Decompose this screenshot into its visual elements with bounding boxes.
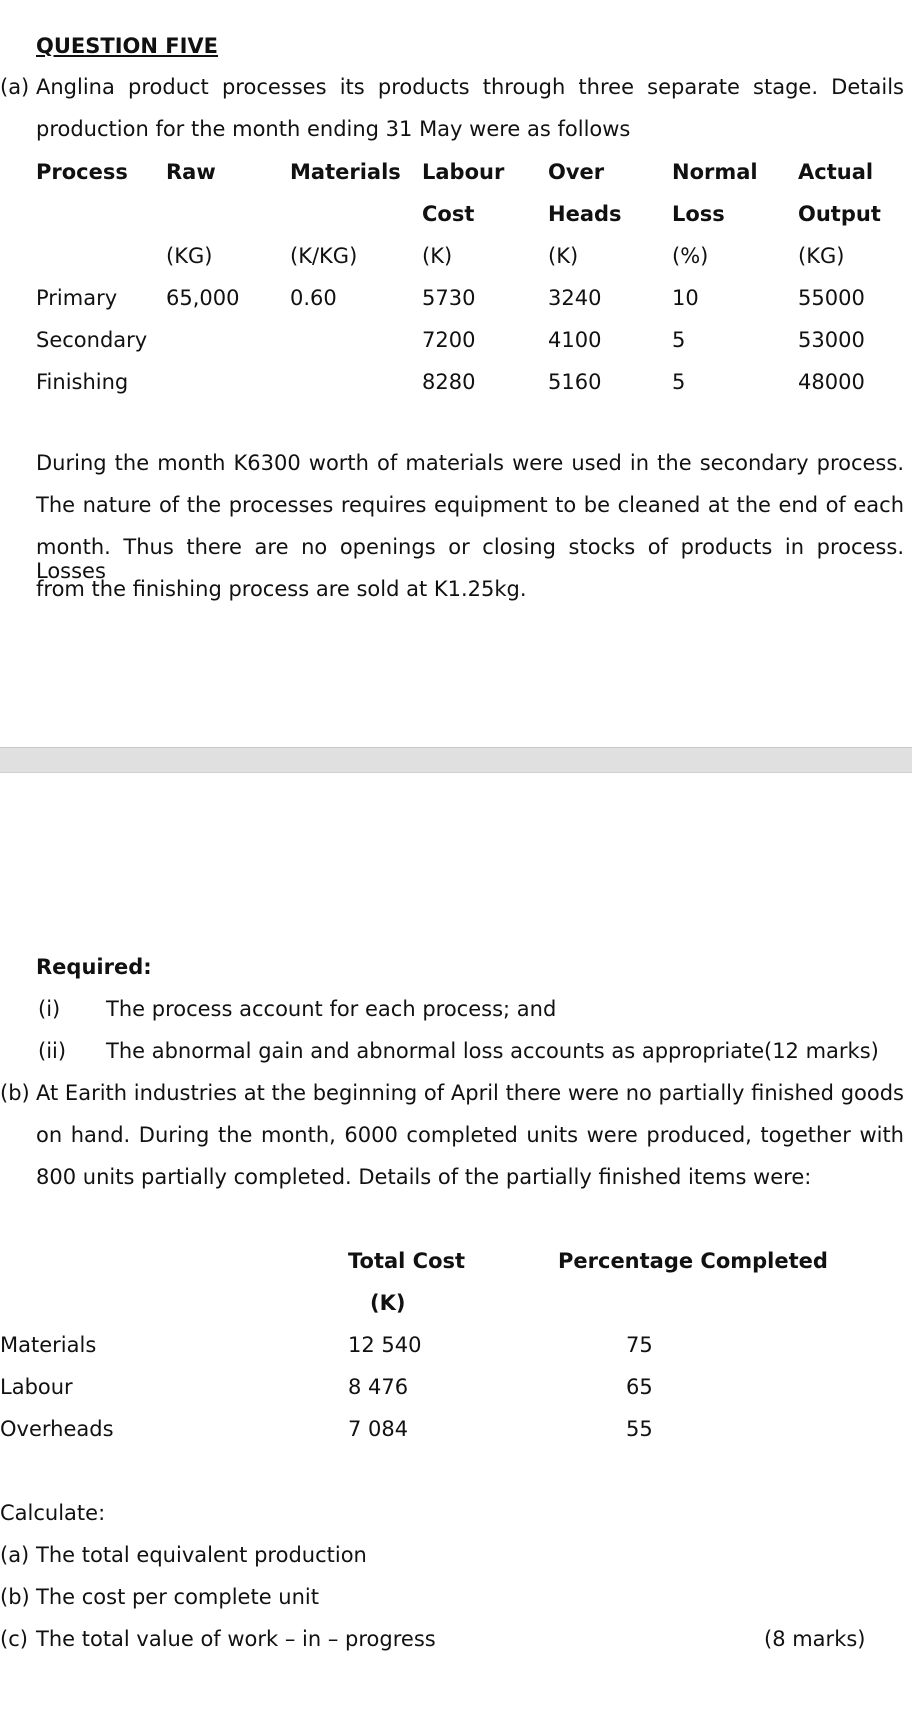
- table-cell-pct: 55: [626, 1417, 653, 1441]
- table-cell-loss: 5: [672, 370, 686, 394]
- col-header-actual: Actual: [798, 160, 874, 184]
- calc-item-marker: (b): [0, 1585, 30, 1609]
- question-title: QUESTION FIVE: [36, 34, 219, 58]
- required-heading: Required:: [36, 955, 152, 979]
- table-row-label: Materials: [0, 1333, 97, 1357]
- table-cell-cost: 12 540: [348, 1333, 422, 1357]
- table-cell-loss: 5: [672, 328, 686, 352]
- col-header-total-cost: Total Cost: [348, 1249, 466, 1273]
- table-cell-output: 55000: [798, 286, 865, 310]
- col-header-output: Output: [798, 202, 881, 226]
- part-a-marker: (a): [0, 75, 30, 99]
- marks-label: (8 marks): [764, 1627, 866, 1651]
- table-cell-labour: 5730: [422, 286, 476, 310]
- unit-overheads: (K): [548, 244, 579, 268]
- table-cell-cost: 7 084: [348, 1417, 409, 1441]
- table-row-label: Labour: [0, 1375, 73, 1399]
- col-header-normal: Normal: [672, 160, 758, 184]
- col-header-percentage: Percentage Completed: [558, 1249, 828, 1273]
- paragraph-line: During the month K6300 worth of materials were used in the secondary process.: [36, 451, 904, 475]
- table-cell-raw: 65,000: [166, 286, 240, 310]
- part-b-text-line: At Earith industries at the beginning of April there were no partially finished goods: [36, 1081, 904, 1105]
- col-header-cost: Cost: [422, 202, 475, 226]
- part-b-text-line: 800 units partially completed. Details of the partially finished items were:: [36, 1165, 812, 1189]
- paragraph-line: from the finishing process are sold at K1.25kg.: [36, 577, 527, 601]
- table-cell-materials: 0.60: [290, 286, 337, 310]
- col-header-over: Over: [548, 160, 605, 184]
- part-a-intro-line1: Anglina product processes its products through three separate stage. Details: [36, 75, 904, 99]
- table-cell-output: 53000: [798, 328, 865, 352]
- page-divider: [0, 747, 912, 773]
- calc-item-text: The total equivalent production: [36, 1543, 367, 1567]
- calc-item-marker: (c): [0, 1627, 28, 1651]
- table-cell-overheads: 4100: [548, 328, 602, 352]
- table-row-process: Secondary: [36, 328, 148, 352]
- required-item-text: The abnormal gain and abnormal loss accounts as appropriate: [106, 1039, 765, 1063]
- table-cell-pct: 75: [626, 1333, 653, 1357]
- col-header-heads: Heads: [548, 202, 622, 226]
- calculate-heading: Calculate:: [0, 1501, 106, 1525]
- table-cell-cost: 8 476: [348, 1375, 409, 1399]
- unit-materials: (K/KG): [290, 244, 358, 268]
- calc-item-text: The cost per complete unit: [36, 1585, 319, 1609]
- table-cell-output: 48000: [798, 370, 865, 394]
- unit-loss: (%): [672, 244, 709, 268]
- table-row-label: Overheads: [0, 1417, 114, 1441]
- marks-label: (12 marks): [764, 1039, 879, 1063]
- col-header-process: Process: [36, 160, 128, 184]
- col-header-materials: Materials: [290, 160, 401, 184]
- table-cell-overheads: 5160: [548, 370, 602, 394]
- table-cell-overheads: 3240: [548, 286, 602, 310]
- unit-labour: (K): [422, 244, 453, 268]
- col-header-labour: Labour: [422, 160, 505, 184]
- required-item-marker: (ii): [38, 1039, 67, 1063]
- col-header-loss: Loss: [672, 202, 725, 226]
- table-cell-loss: 10: [672, 286, 699, 310]
- calc-item-marker: (a): [0, 1543, 30, 1567]
- paragraph-line: month. Thus there are no openings or closing stocks of products in process. Losses: [36, 535, 904, 583]
- part-b-marker: (b): [0, 1081, 30, 1105]
- part-b-text-line: on hand. During the month, 6000 completed units were produced, together with: [36, 1123, 904, 1147]
- col-header-raw: Raw: [166, 160, 216, 184]
- required-item-marker: (i): [38, 997, 61, 1021]
- table-cell-labour: 8280: [422, 370, 476, 394]
- table-row-process: Finishing: [36, 370, 129, 394]
- paragraph-line: The nature of the processes requires equipment to be cleaned at the end of each: [36, 493, 904, 517]
- calc-item-text: The total value of work – in – progress: [36, 1627, 436, 1651]
- table-cell-labour: 7200: [422, 328, 476, 352]
- required-item-text: The process account for each process; and: [106, 997, 557, 1021]
- col-header-cost-unit: (K): [370, 1291, 406, 1315]
- unit-output: (KG): [798, 244, 845, 268]
- part-a-intro-line2: production for the month ending 31 May were as follows: [36, 117, 631, 141]
- table-row-process: Primary: [36, 286, 118, 310]
- unit-raw: (KG): [166, 244, 213, 268]
- table-cell-pct: 65: [626, 1375, 653, 1399]
